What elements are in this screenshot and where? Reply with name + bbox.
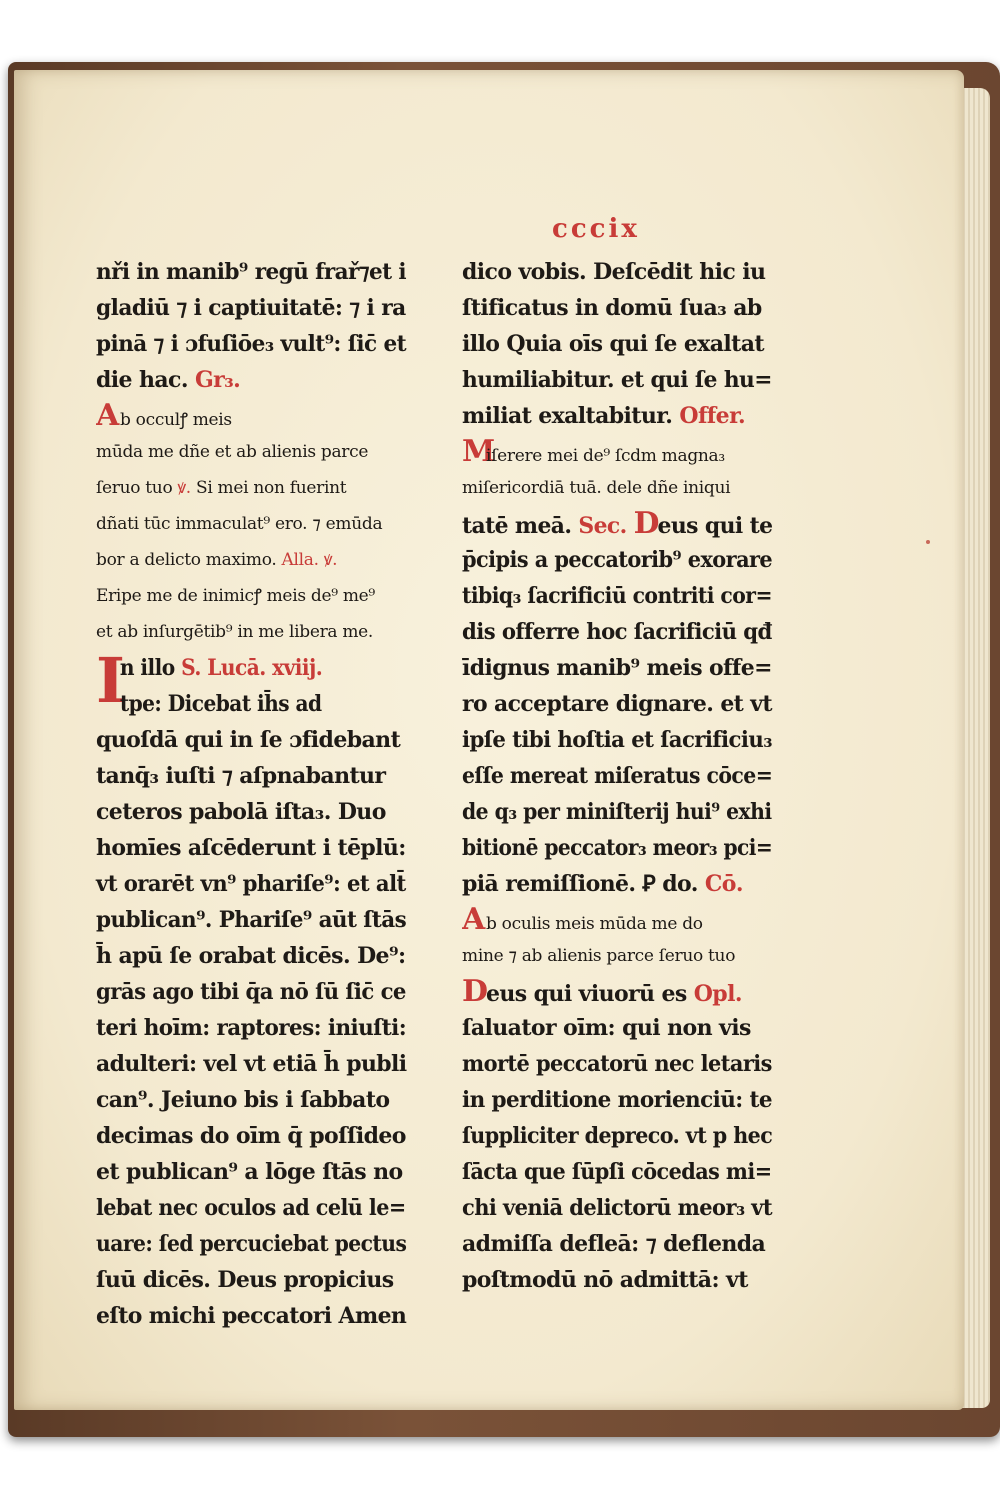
line-text: piā remiſſionē. Ꝑ do. xyxy=(462,871,698,897)
line-text: admiſſa defleā: ⁊ deflenda xyxy=(462,1231,766,1257)
line-text: eus qui te xyxy=(657,513,773,539)
line-text: can⁹. Jeiuno bis i ſabbato xyxy=(96,1087,390,1113)
text-line xyxy=(462,794,772,830)
line-text: humiliabitur. et qui ſe hu= xyxy=(462,367,772,393)
text-line xyxy=(462,1262,772,1298)
line-text: poſtmodū nō admittā: vt xyxy=(462,1267,748,1293)
text-line xyxy=(96,866,406,902)
line-text: et publican⁹ a lōge ſtās no xyxy=(96,1159,403,1185)
text-line xyxy=(462,650,771,686)
text-line xyxy=(462,686,771,722)
line-text: chi veniā delictorū meor₃ vt xyxy=(462,1195,773,1221)
line-text: eus qui viuorū es xyxy=(486,981,687,1007)
text-line xyxy=(96,542,406,578)
text-line xyxy=(462,1190,773,1226)
line-text: dñati tūc immaculat⁹ ero. ⁊ emūda xyxy=(96,514,383,534)
line-text: nři in manib⁹ regū frař⁊et i xyxy=(96,259,407,285)
text-line xyxy=(96,362,406,398)
text-line xyxy=(96,902,407,938)
text-line xyxy=(96,1298,405,1334)
right-text-column xyxy=(462,254,772,1298)
line-text: tpe: Dicebat ih̄s ad xyxy=(119,691,322,717)
line-text: dico vobis. Deſcēdit hic iu xyxy=(462,259,766,285)
line-text: mortē peccatorū nec letaris xyxy=(462,1051,772,1077)
text-line xyxy=(96,254,407,290)
text-line xyxy=(462,362,772,398)
line-text: pinā ⁊ i ɔfuſiōe₃ vult⁹: ſic̄ et xyxy=(96,331,407,357)
rubric-text: Opl. xyxy=(693,981,742,1007)
text-line xyxy=(96,938,406,974)
text-line xyxy=(96,398,406,434)
rubric-initial: A xyxy=(96,398,119,433)
line-text: miliat exaltabitur. xyxy=(462,403,673,429)
text-line xyxy=(462,506,773,542)
line-text: ſaluator oīm: qui non vis xyxy=(462,1015,751,1041)
rubric-text: ꝟ. xyxy=(177,478,191,498)
text-line xyxy=(462,254,772,290)
line-text: bitionē peccator₃ meor₃ pci= xyxy=(462,835,773,861)
text-line xyxy=(462,398,772,434)
line-text: Si mei non fuerint xyxy=(195,478,347,498)
text-line xyxy=(96,794,406,830)
text-line xyxy=(96,650,380,686)
line-text: tanq̄₃ iuſti ⁊ aſpnabantur xyxy=(96,763,386,789)
line-text: Eripe me de inimicꝭ meis de⁹ me⁹ xyxy=(96,586,375,606)
text-line xyxy=(96,470,406,506)
decorated-initial: I xyxy=(96,644,126,717)
line-text: mūda me dñe et ab alienis parce xyxy=(96,442,369,462)
text-line xyxy=(462,938,772,974)
line-text: et ab inſurgētib⁹ in me libera me. xyxy=(96,622,374,642)
text-line xyxy=(462,758,773,794)
line-text: tatē meā. xyxy=(462,513,572,539)
line-text: īdignus manib⁹ meis offe= xyxy=(462,655,772,681)
text-line xyxy=(96,1010,407,1046)
line-text: mine ⁊ ab alienis parce ſeruo tuo xyxy=(462,946,736,966)
line-text: homīes aſcēderunt i tēplū: xyxy=(96,835,406,861)
text-line xyxy=(462,434,772,470)
text-line xyxy=(462,470,772,506)
text-line xyxy=(96,1190,406,1226)
line-text: ſtificatus in domū ſua₃ ab xyxy=(462,295,762,321)
line-text: ſuppliciter depreco. vt p hec xyxy=(462,1123,773,1149)
rubric-initial: M xyxy=(462,434,495,469)
line-text: b occulꝭ meis xyxy=(120,410,232,430)
text-line xyxy=(96,1046,405,1082)
text-line xyxy=(462,974,772,1010)
line-text: ipſe tibi hoſtia et ſacrificiu₃ xyxy=(462,727,772,753)
text-line xyxy=(96,290,406,326)
text-line xyxy=(462,1010,772,1046)
text-line xyxy=(462,1118,773,1154)
line-text: b oculis meis mūda me do xyxy=(486,914,703,934)
rubric-text: S. Lucā. xviij. xyxy=(181,655,323,681)
line-text: n illo xyxy=(119,655,175,681)
rubric-initial: A xyxy=(462,902,485,937)
text-line xyxy=(462,1226,772,1262)
text-line xyxy=(462,830,773,866)
left-text-column xyxy=(96,254,406,1334)
text-line xyxy=(462,1154,772,1190)
rubric-text: Alla. ꝟ. xyxy=(281,550,338,570)
line-text: ſeruo tuo xyxy=(96,478,173,498)
line-text: decimas do oīm q̄ poſſideo xyxy=(96,1123,406,1149)
line-text: adulteri: vel vt etiā h̄ publi xyxy=(96,1051,407,1077)
text-line xyxy=(96,830,405,866)
text-line xyxy=(462,326,772,362)
text-line xyxy=(462,614,772,650)
text-line xyxy=(96,1262,406,1298)
ink-spot xyxy=(926,540,930,544)
line-text: dis offerre hoc ſacrificiū qđ xyxy=(462,619,772,645)
rubric-text: Cō. xyxy=(704,871,743,897)
line-text: illo Quia oīs qui ſe exaltat xyxy=(462,331,764,357)
text-line xyxy=(462,866,772,902)
rubric-initial: D xyxy=(633,506,659,541)
line-text: lebat nec oculos ad celū le= xyxy=(96,1195,406,1221)
line-text: quoſdā qui in ſe ɔfidebant xyxy=(96,727,401,753)
text-line xyxy=(96,686,380,722)
line-text: ſuū dicēs. Deus propicius xyxy=(96,1267,394,1293)
text-line xyxy=(462,902,772,938)
line-text: eſto michi peccatori Amen xyxy=(96,1303,407,1329)
line-text: tibiq₃ ſacrificiū contriti cor= xyxy=(462,583,772,609)
line-text: vt orarēt vn⁹ phariſe⁹: et alt̄ xyxy=(96,871,406,897)
line-text: in perditione morienciū: te xyxy=(462,1087,772,1113)
line-text: teri hoīm: raptores: iniuſti: xyxy=(96,1015,407,1041)
text-line xyxy=(96,1118,406,1154)
text-line xyxy=(462,1082,772,1118)
line-text: iſerere mei de⁹ ſcdm magna₃ xyxy=(486,446,725,466)
line-text: ceteros pabolā iſta₃. Duo xyxy=(96,799,386,825)
text-line xyxy=(462,1046,772,1082)
rubric-text: Offer. xyxy=(679,403,746,429)
text-line xyxy=(96,1154,406,1190)
line-text: eſſe mereat miſeratus cōce= xyxy=(462,763,773,789)
text-line xyxy=(96,1082,406,1118)
line-text: die hac. xyxy=(96,367,188,393)
text-line xyxy=(96,434,406,470)
rubric-initial: D xyxy=(462,974,488,1009)
folio-number: cccix xyxy=(552,214,640,244)
text-line xyxy=(96,578,406,614)
text-line xyxy=(462,722,772,758)
text-line xyxy=(96,506,406,542)
line-text: de q₃ per miniſterij hui⁹ exhi xyxy=(462,799,772,825)
text-line xyxy=(96,722,406,758)
text-line xyxy=(96,326,407,362)
text-line xyxy=(96,974,406,1010)
line-text: h̄ apū ſe orabat dicēs. De⁹: xyxy=(96,943,406,969)
rubric-text: Sec. xyxy=(578,513,627,539)
line-text: ſācta que ſūpſi cōcedas mi= xyxy=(462,1159,772,1185)
line-text: p̄cipis a peccatorib⁹ exorare xyxy=(462,547,773,573)
text-line xyxy=(96,614,406,650)
text-line xyxy=(462,290,772,326)
line-text: gladiū ⁊ i captiuitatē: ⁊ i ra xyxy=(96,295,406,321)
text-line xyxy=(462,542,773,578)
line-text: uare: ſed percuciebat pectus xyxy=(96,1231,407,1257)
line-text: miſericordiā tuā. dele dñe iniqui xyxy=(462,478,731,498)
text-line xyxy=(96,758,406,794)
line-text: ro acceptare dignare. et vt xyxy=(462,691,772,717)
line-text: publican⁹. Phariſe⁹ aūt ſtās xyxy=(96,907,407,933)
text-line xyxy=(462,578,772,614)
rubric-text: Gr₃. xyxy=(194,367,241,393)
line-text: grās ago tibi q̄a nō ſū ſic̄ ce xyxy=(96,979,406,1005)
line-text: bor a delicto maximo. xyxy=(96,550,277,570)
text-line xyxy=(96,1226,407,1262)
